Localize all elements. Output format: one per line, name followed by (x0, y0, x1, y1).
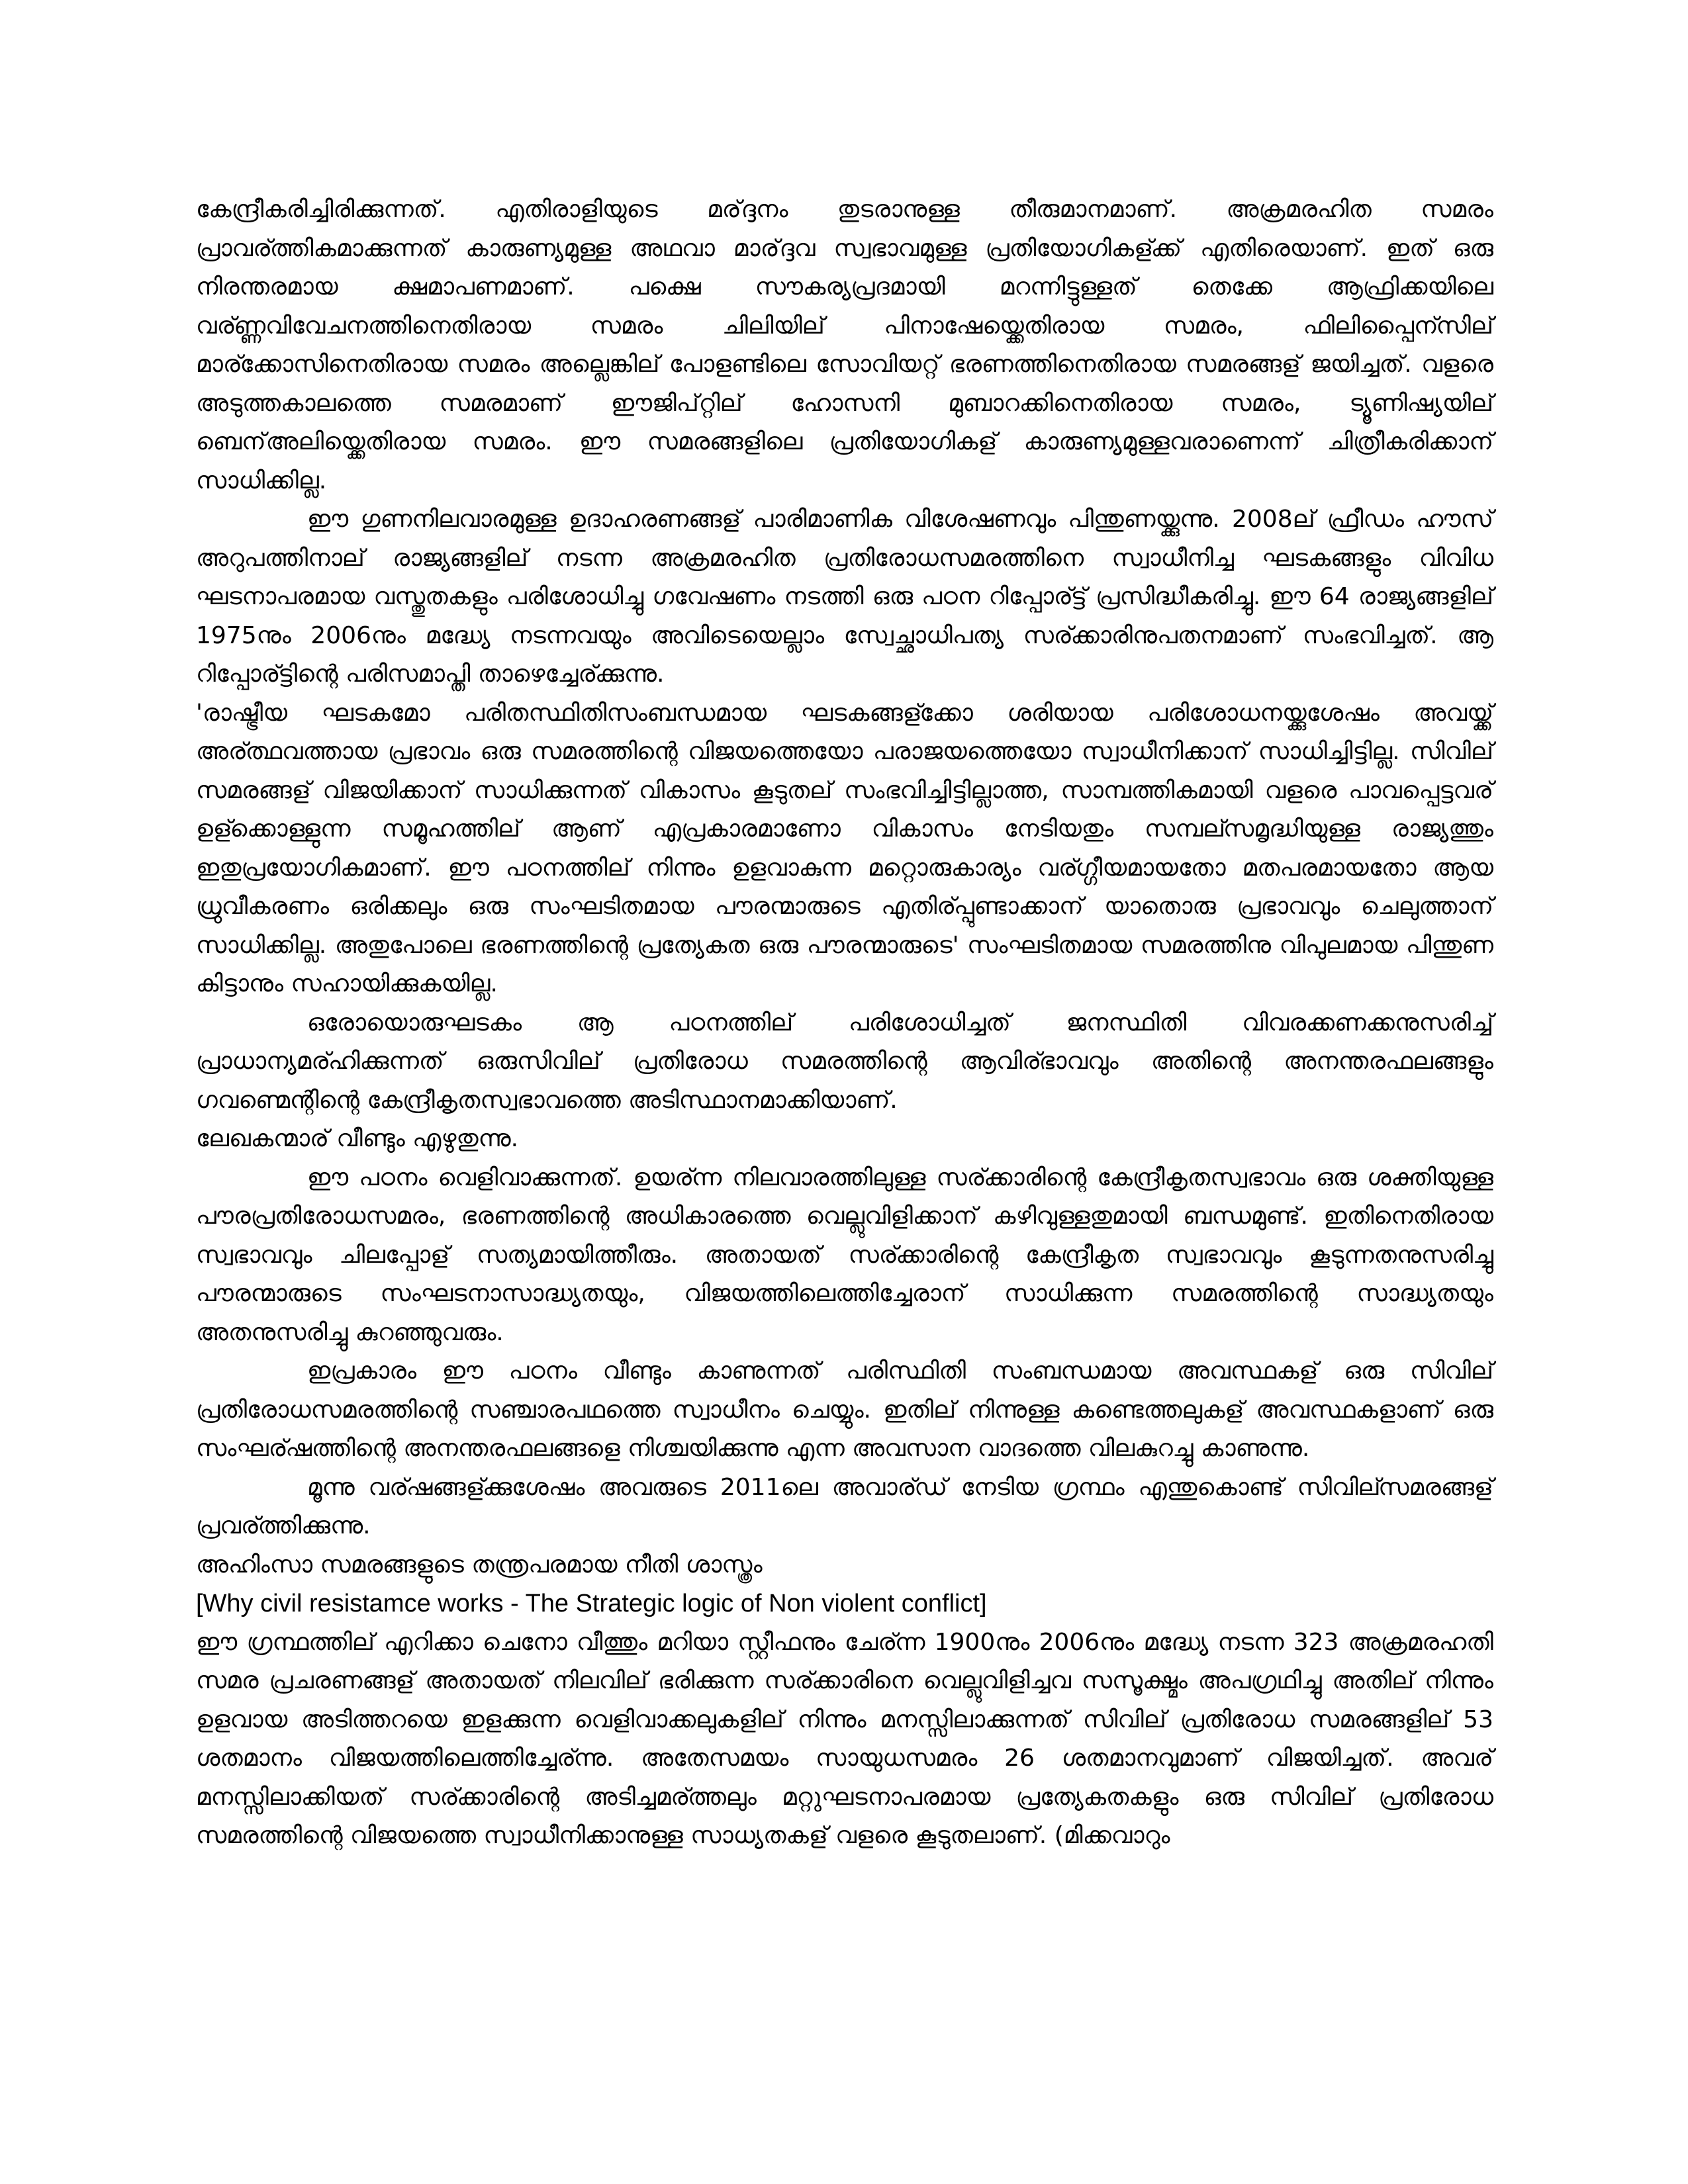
paragraph-2: ഈ ഗുണനിലവാരമുള്ള ഉദാഹരണങ്ങള് പാരിമാണിക വിശേഷണവും പിന്തുണയ്ക്കുന്നു. 2008ല് ഫ്രീഡം ഹൗസ് അറുപത്തിനാല് രാജ്യങ്ങളില് നടന്ന അക്രമരഹിത പ്രതിരോധസമരത്തിനെ സ്വാധീനിച്ച ഘടകങ്ങളും വിവിധ ഘടനാപരമായ വസ്തുതകളും പരിശോധിച്ചു ഗവേഷണം നടത്തി ഒരു പഠന റിപ്പോര്ട്ട് പ്രസിദ്ധീകരിച്ചു. ഈ 64 രാജ്യങ്ങളില് 1975നും 2006നും മദ്ധ്യേ നടന്നവയും അവിടെയെല്ലാം സ്വേച്ഛാധിപത്യ സര്ക്കാരിനുപതനമാണ് സംഭവിച്ചത്. ആ റിപ്പോര്ട്ടിന്റെ പരിസമാപ്തി താഴെച്ചേര്ക്കുന്നു. (196, 506, 1493, 688)
paragraph-11: ഈ ഗ്രന്ഥത്തില് എറിക്കാ ചെനോ വീത്തും മറിയാ സ്റ്റീഫനും ചേര്ന്ന 1900നും 2006നും മദ്ധ്യേ നടന്ന 323 അക്രമരഹതി സമര പ്രചരണങ്ങള് അതായത് നിലവില് ഭരിക്കുന്ന സര്ക്കാരിനെ വെല്ലുവിളിച്ചവ സസൂക്ഷ്മം അപഗ്രഥിച്ചു അതില് നിന്നും ഉളവായ അടിത്തറയെ ഇളക്കുന്ന വെളിവാക്കലുകളില് നിന്നും മനസ്സിലാക്കുന്നത് സിവില് പ്രതിരോധ സമരങ്ങളില് 53 ശതമാനം വിജയത്തിലെത്തിച്ചേര്ന്നു. അതേസമയം സായുധസമരം 26 ശതമാനവുമാണ് വിജയിച്ചത്. അവര് മനസ്സിലാക്കിയത് സര്ക്കാരിന്റെ അടിച്ചമര്ത്തലും മറ്റുഘടനാപരമായ പ്രത്യേകതകളും ഒരു സിവില് പ്രതിരോധ സമരത്തിന്റെ വിജയത്തെ സ്വാധീനിക്കാനുള്ള സാധ്യതകള് വളരെ കൂടുതലാണ്. (മിക്കവാറും (196, 1628, 1493, 1849)
paragraph-7: ഇപ്രകാരം ഈ പഠനം വീണ്ടും കാണുന്നത് പരിസ്ഥിതി സംബന്ധമായ അവസ്ഥകള് ഒരു സിവില് പ്രതിരോധസമരത്തിന്റെ സഞ്ചാരപഥത്തെ സ്വാധീനം ചെയ്യും. ഇതില് നിന്നുള്ള കണ്ടെത്തലുകള് അവസ്ഥകളാണ് ഒരു സംഘര്ഷത്തിന്റെ അനന്തരഫലങ്ങളെ നിശ്ചയിക്കുന്നു എന്ന അവസാന വാദത്തെ വിലകുറച്ചു കാണുന്നു. (196, 1357, 1493, 1462)
paragraph-4: ഒരോയൊരുഘടകം ആ പഠനത്തില് പരിശോധിച്ചത് ജനസ്ഥിതി വിവരക്കണക്കനുസരിച്ച് പ്രാധാന്യമര്ഹിക്കുന്നത് ഒരുസിവില് പ്രതിരോധ സമരത്തിന്റെ ആവിര്ഭാവവും അതിന്റെ അനന്തരഫലങ്ങളും ഗവണ്മെന്റിന്റെ കേന്ദ്രീകൃതസ്വഭാവത്തെ അടിസ്ഥാനമാക്കിയാണ്. (196, 1009, 1493, 1114)
paragraph-5: ലേഖകന്മാര് വീണ്ടും എഴുതുന്നു. (196, 1125, 519, 1152)
paragraph-1: കേന്ദ്രീകരിച്ചിരിക്കുന്നത്. എതിരാളിയുടെ മര്ദ്ദനം തുടരാനുള്ള തീരുമാനമാണ്. അക്രമരഹിത സമരം പ്രാവര്ത്തികമാക്കുന്നത് കാരുണ്യമുള്ള അഥവാ മാര്ദ്ദവ സ്വഭാവമുള്ള പ്രതിയോഗികള്ക്ക് എതിരെയാണ്. ഇത് ഒരു നിരന്തരമായ ക്ഷമാപണമാണ്. പക്ഷെ സൗകര്യപ്രദമായി മറന്നിട്ടുള്ളത് തെക്കേ ആഫ്രിക്കയിലെ വര്ണ്ണവിവേചനത്തിനെതിരായ സമരം ചിലിയില് പിനാഷേയ്ക്കെതിരായ സമരം, ഫിലിപ്പൈന്സില് മാര്ക്കോസിനെതിരായ സമരം അല്ലെങ്കില് പോളണ്ടിലെ സോവിയറ്റ് ഭരണത്തിനെതിരായ സമരങ്ങള് ജയിച്ചത്. വളരെ അടുത്തകാലത്തെ സമരമാണ് ഈജിപ്റ്റില് ഹോസനി മുബാറക്കിനെതിരായ സമരം, ട്യൂണിഷ്യയില് ബെന്അലിയ്ക്കെതിരായ സമരം. ഈ സമരങ്ങളിലെ പ്രതിയോഗികള് കാരുണ്യമുള്ളവരാണെന്ന് ചിത്രീകരിക്കാന് സാധിക്കില്ല. (196, 196, 1493, 494)
paragraph-3-quote: 'രാഷ്ട്രീയ ഘടകമോ പരിതസ്ഥിതിസംബന്ധമായ ഘടകങ്ങള്ക്കോ ശരിയായ പരിശോധനയ്ക്കുശേഷം അവയ്ക്ക് അര്ത്ഥവത്തായ പ്രഭാവം ഒരു സമരത്തിന്റെ വിജയത്തെയോ പരാജയത്തെയോ സ്വാധീനിക്കാന് സാധിച്ചിട്ടില്ല. സിവില് സമരങ്ങള് വിജയിക്കാന് സാധിക്കുന്നത് വികാസം കൂടുതല് സംഭവിച്ചിട്ടില്ലാത്ത, സാമ്പത്തികമായി വളരെ പാവപ്പെട്ടവര് ഉള്ക്കൊള്ളുന്ന സമൂഹത്തില് ആണ് എപ്രകാരമാണോ വികാസം നേടിയതും സമ്പല്സമൃദ്ധിയുള്ള രാജ്യത്തും ഇതുപ്രയോഗികമാണ്. ഈ പഠനത്തില് നിന്നും ഉളവാകുന്ന മറ്റൊരുകാര്യം വര്ഗ്ഗീയമായതോ മതപരമായതോ ആയ ധ്രുവീകരണം ഒരിക്കലും ഒരു സംഘടിതമായ പൗരന്മാരുടെ എതിര്പ്പുണ്ടാക്കാന് യാതൊരു പ്രഭാവവും ചെലുത്താന് സാധിക്കില്ല. അതുപോലെ ഭരണത്തിന്റെ പ്രത്യേകത ഒരു പൗരന്മാരുടെ' സംഘടിതമായ സമരത്തിനു വിപുലമായ പിന്തുണ കിട്ടാനും സഹായിക്കുകയില്ല. (196, 699, 1493, 997)
book-title-english: [Why civil resistamce works - The Strategic logic of Non violent conflict] (196, 1590, 987, 1617)
paragraph-6: ഈ പഠനം വെളിവാക്കുന്നത്. ഉയര്ന്ന നിലവാരത്തിലുള്ള സര്ക്കാരിന്റെ കേന്ദ്രീകൃതസ്വഭാവം ഒരു ശക്തിയുള്ള പൗരപ്രതിരോധസമരം, ഭരണത്തിന്റെ അധികാരത്തെ വെല്ലുവിളിക്കാന് കഴിവുള്ളതുമായി ബന്ധമുണ്ട്. ഇതിനെതിരായ സ്വഭാവവും ചിലപ്പോള് സത്യമായിത്തീരും. അതായത് സര്ക്കാരിന്റെ കേന്ദ്രീകൃത സ്വഭാവവും കൂടുന്നതനുസരിച്ചു പൗരന്മാരുടെ സംഘടനാസാദ്ധ്യതയും, വിജയത്തിലെത്തിച്ചേരാന് സാധിക്കുന്ന സമരത്തിന്റെ സാദ്ധ്യതയും അതനുസരിച്ചു കുറഞ്ഞുവരും. (196, 1163, 1493, 1346)
document-page (196, 191, 1493, 1856)
book-title-malayalam: അഹിംസാ സമരങ്ങളുടെ തന്ത്രപരമായ നീതി ശാസ്ത്രം (196, 1551, 763, 1578)
paragraph-8: മൂന്നു വര്ഷങ്ങള്ക്കുശേഷം അവരുടെ 2011ലെ അവാര്ഡ് നേടിയ ഗ്രന്ഥം എന്തുകൊണ്ട് സിവില്സമരങ്ങള് പ്രവര്ത്തിക്കുന്നു. (196, 1473, 1493, 1539)
